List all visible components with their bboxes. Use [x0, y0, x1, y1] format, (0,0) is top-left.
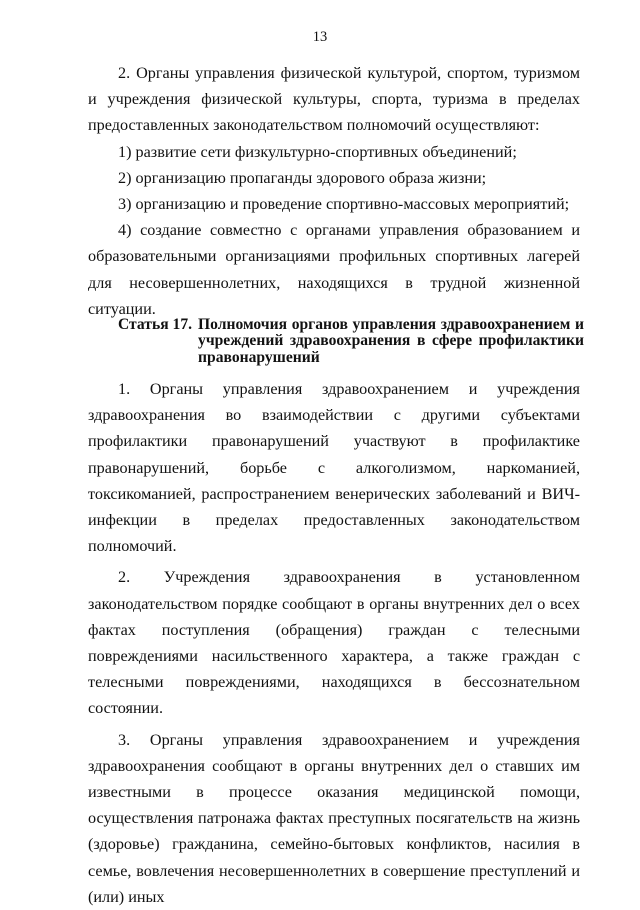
- paragraph-2: 2. Органы управления физической культурой, спортом, туризмом и учреждения физической культуры, спорта, туризма в пределах предоставленных законодательством полномочий осуществляют:: [88, 64, 580, 135]
- paragraph-1: 1. Органы управления здравоохранением и учреждения здравоохранения во взаимодействии с другими субъектами профилактики правонарушений участвуют в профилактике правонарушений, борьбе с алкоголизмом, наркоманией, токсикоманией, распространением венерических заболеваний и ВИЧ-инфекции в пределах предоставленных законодательством полномочий.: [88, 380, 580, 556]
- list-item-3: 3) организацию и проведение спортивно-массовых мероприятий;: [118, 195, 570, 214]
- article-17-title: Полномочия органов управления здравоохранением и учреждений здравоохранения в сфере профилактики правонарушений: [198, 316, 584, 366]
- list-item-1: 1) развитие сети физкультурно-спортивных объединений;: [118, 142, 517, 161]
- page-number: 13: [312, 29, 328, 45]
- article-17-heading: [118, 317, 584, 366]
- article-16-continuation: [88, 60, 580, 322]
- article-17-number: Статья 17.: [118, 316, 193, 333]
- list-item-4: 4) создание совместно с органами управления образованием и образовательными организациями профильных спортивных лагерей для несовершеннолетних, находящихся в трудной жизненной ситуации.: [88, 221, 580, 318]
- list-item-2: 2) организацию пропаганды здорового образа жизни;: [118, 168, 487, 187]
- paragraph-2: 2. Учреждения здравоохранения в установленном законодательством порядке сообщают в органы внутренних дел о всех фактах поступления (обращения) граждан с телесными повреждениями насильственного характера, а также граждан с телесными повреждениями, находящихся в бессознательном состоянии.: [88, 568, 580, 718]
- paragraph-3: 3. Органы управления здравоохранением и учреждения здравоохранения сообщают в органы внутренних дел о ставших им известными в процессе оказания медицинской помощи, осуществления патронажа фактах преступных посягательств на жизнь (здоровье) гражданина, семейно-бытовых конфликтов, насилия в семье, вовлечения несовершеннолетних в совершение преступлений и (или) иных: [88, 730, 580, 906]
- article-17-body: [88, 376, 580, 910]
